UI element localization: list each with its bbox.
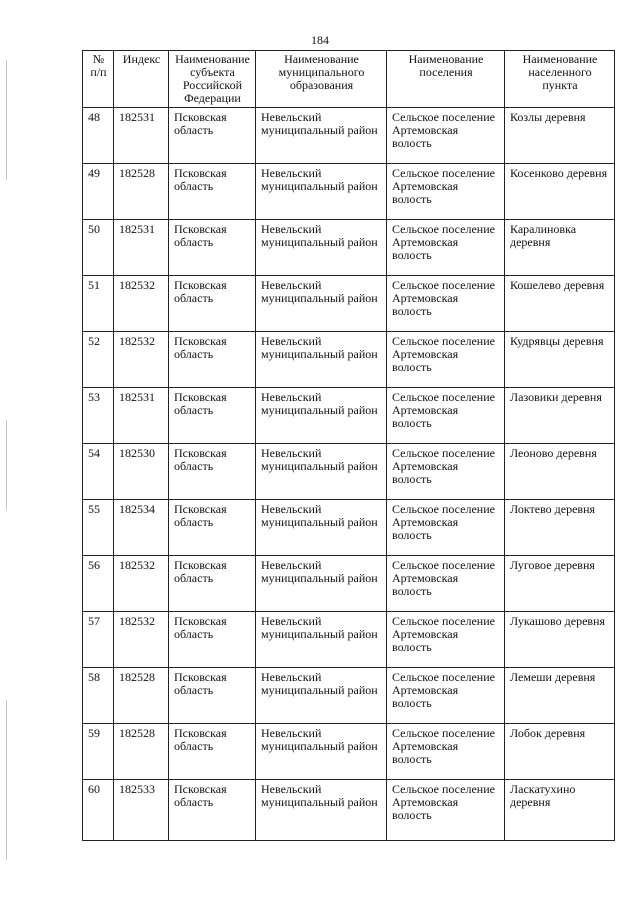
- cell-index: 182528: [114, 724, 169, 780]
- cell-index: 182532: [114, 612, 169, 668]
- cell-subject: Псковская область: [169, 108, 256, 164]
- table-row: [83, 388, 615, 444]
- cell-num: 60: [83, 780, 114, 841]
- cell-settlement: Сельское поселение Артемовская волость: [387, 780, 505, 841]
- cell-settlement: Сельское поселение Артемовская волость: [387, 500, 505, 556]
- table-row: [83, 500, 615, 556]
- cell-subject: Псковская область: [169, 332, 256, 388]
- cell-settlement: Сельское поселение Артемовская волость: [387, 444, 505, 500]
- cell-num: 53: [83, 388, 114, 444]
- cell-index: 182530: [114, 444, 169, 500]
- cell-index: 182532: [114, 556, 169, 612]
- table-row: [83, 780, 615, 841]
- cell-municipality: Невельский муниципальный район: [256, 556, 387, 612]
- cell-num: 57: [83, 612, 114, 668]
- cell-locality: Косенково деревня: [505, 164, 615, 220]
- table-row: [83, 556, 615, 612]
- cell-settlement: Сельское поселение Артемовская волость: [387, 164, 505, 220]
- margin-scan-mark: [6, 700, 7, 860]
- cell-num: 49: [83, 164, 114, 220]
- cell-subject: Псковская область: [169, 444, 256, 500]
- cell-locality: Локтево деревня: [505, 500, 615, 556]
- cell-subject: Псковская область: [169, 164, 256, 220]
- cell-municipality: Невельский муниципальный район: [256, 444, 387, 500]
- cell-settlement: Сельское поселение Артемовская волость: [387, 108, 505, 164]
- header-locality: Наименование населенного пункта: [505, 51, 615, 108]
- margin-scan-mark: [6, 420, 7, 510]
- cell-subject: Псковская область: [169, 500, 256, 556]
- cell-locality: Луговое деревня: [505, 556, 615, 612]
- cell-municipality: Невельский муниципальный район: [256, 220, 387, 276]
- cell-subject: Псковская область: [169, 668, 256, 724]
- cell-subject: Псковская область: [169, 276, 256, 332]
- margin-scan-mark: [6, 60, 7, 180]
- cell-num: 55: [83, 500, 114, 556]
- cell-settlement: Сельское поселение Артемовская волость: [387, 332, 505, 388]
- table-row: [83, 444, 615, 500]
- table-row: [83, 332, 615, 388]
- localities-table: [82, 50, 615, 841]
- table-row: [83, 668, 615, 724]
- header-settlement: Наименование поселения: [387, 51, 505, 108]
- cell-subject: Псковская область: [169, 724, 256, 780]
- table-row: [83, 164, 615, 220]
- cell-num: 50: [83, 220, 114, 276]
- table-body: [83, 108, 615, 841]
- cell-index: 182534: [114, 500, 169, 556]
- cell-settlement: Сельское поселение Артемовская волость: [387, 220, 505, 276]
- cell-subject: Псковская область: [169, 780, 256, 841]
- cell-municipality: Невельский муниципальный район: [256, 500, 387, 556]
- table-header: [83, 51, 615, 108]
- cell-locality: Козлы деревня: [505, 108, 615, 164]
- page-number: 184: [311, 33, 329, 47]
- cell-index: 182531: [114, 108, 169, 164]
- cell-index: 182528: [114, 668, 169, 724]
- cell-municipality: Невельский муниципальный район: [256, 612, 387, 668]
- cell-subject: Псковская область: [169, 556, 256, 612]
- header-municipality: Наименование муниципального образования: [256, 51, 387, 108]
- cell-locality: Каралиновка деревня: [505, 220, 615, 276]
- table-row: [83, 108, 615, 164]
- cell-settlement: Сельское поселение Артемовская волость: [387, 724, 505, 780]
- cell-locality: Кудрявцы деревня: [505, 332, 615, 388]
- cell-municipality: Невельский муниципальный район: [256, 780, 387, 841]
- table-row: [83, 220, 615, 276]
- header-num: № п/п: [83, 51, 114, 108]
- cell-settlement: Сельское поселение Артемовская волость: [387, 668, 505, 724]
- cell-settlement: Сельское поселение Артемовская волость: [387, 276, 505, 332]
- cell-index: 182532: [114, 332, 169, 388]
- cell-locality: Лемеши деревня: [505, 668, 615, 724]
- cell-municipality: Невельский муниципальный район: [256, 332, 387, 388]
- cell-num: 58: [83, 668, 114, 724]
- cell-subject: Псковская область: [169, 220, 256, 276]
- cell-num: 51: [83, 276, 114, 332]
- cell-index: 182531: [114, 388, 169, 444]
- cell-locality: Кошелево деревня: [505, 276, 615, 332]
- header-row: [83, 51, 615, 108]
- cell-index: 182531: [114, 220, 169, 276]
- cell-settlement: Сельское поселение Артемовская волость: [387, 388, 505, 444]
- cell-locality: Лазовики деревня: [505, 388, 615, 444]
- cell-subject: Псковская область: [169, 388, 256, 444]
- cell-num: 54: [83, 444, 114, 500]
- cell-locality: Лобок деревня: [505, 724, 615, 780]
- cell-num: 56: [83, 556, 114, 612]
- cell-municipality: Невельский муниципальный район: [256, 388, 387, 444]
- cell-settlement: Сельское поселение Артемовская волость: [387, 612, 505, 668]
- cell-municipality: Невельский муниципальный район: [256, 164, 387, 220]
- cell-municipality: Невельский муниципальный район: [256, 668, 387, 724]
- cell-num: 59: [83, 724, 114, 780]
- cell-municipality: Невельский муниципальный район: [256, 108, 387, 164]
- cell-settlement: Сельское поселение Артемовская волость: [387, 556, 505, 612]
- cell-index: 182533: [114, 780, 169, 841]
- cell-subject: Псковская область: [169, 612, 256, 668]
- cell-num: 48: [83, 108, 114, 164]
- header-subject: Наименование субъекта Российской Федерации: [169, 51, 256, 108]
- cell-index: 182528: [114, 164, 169, 220]
- table-row: [83, 612, 615, 668]
- cell-municipality: Невельский муниципальный район: [256, 724, 387, 780]
- cell-locality: Лукашово деревня: [505, 612, 615, 668]
- cell-num: 52: [83, 332, 114, 388]
- cell-locality: Леоново деревня: [505, 444, 615, 500]
- header-index: Индекс: [114, 51, 169, 108]
- cell-municipality: Невельский муниципальный район: [256, 276, 387, 332]
- cell-index: 182532: [114, 276, 169, 332]
- table-row: [83, 724, 615, 780]
- cell-locality: Ласкатухино деревня: [505, 780, 615, 841]
- table-row: [83, 276, 615, 332]
